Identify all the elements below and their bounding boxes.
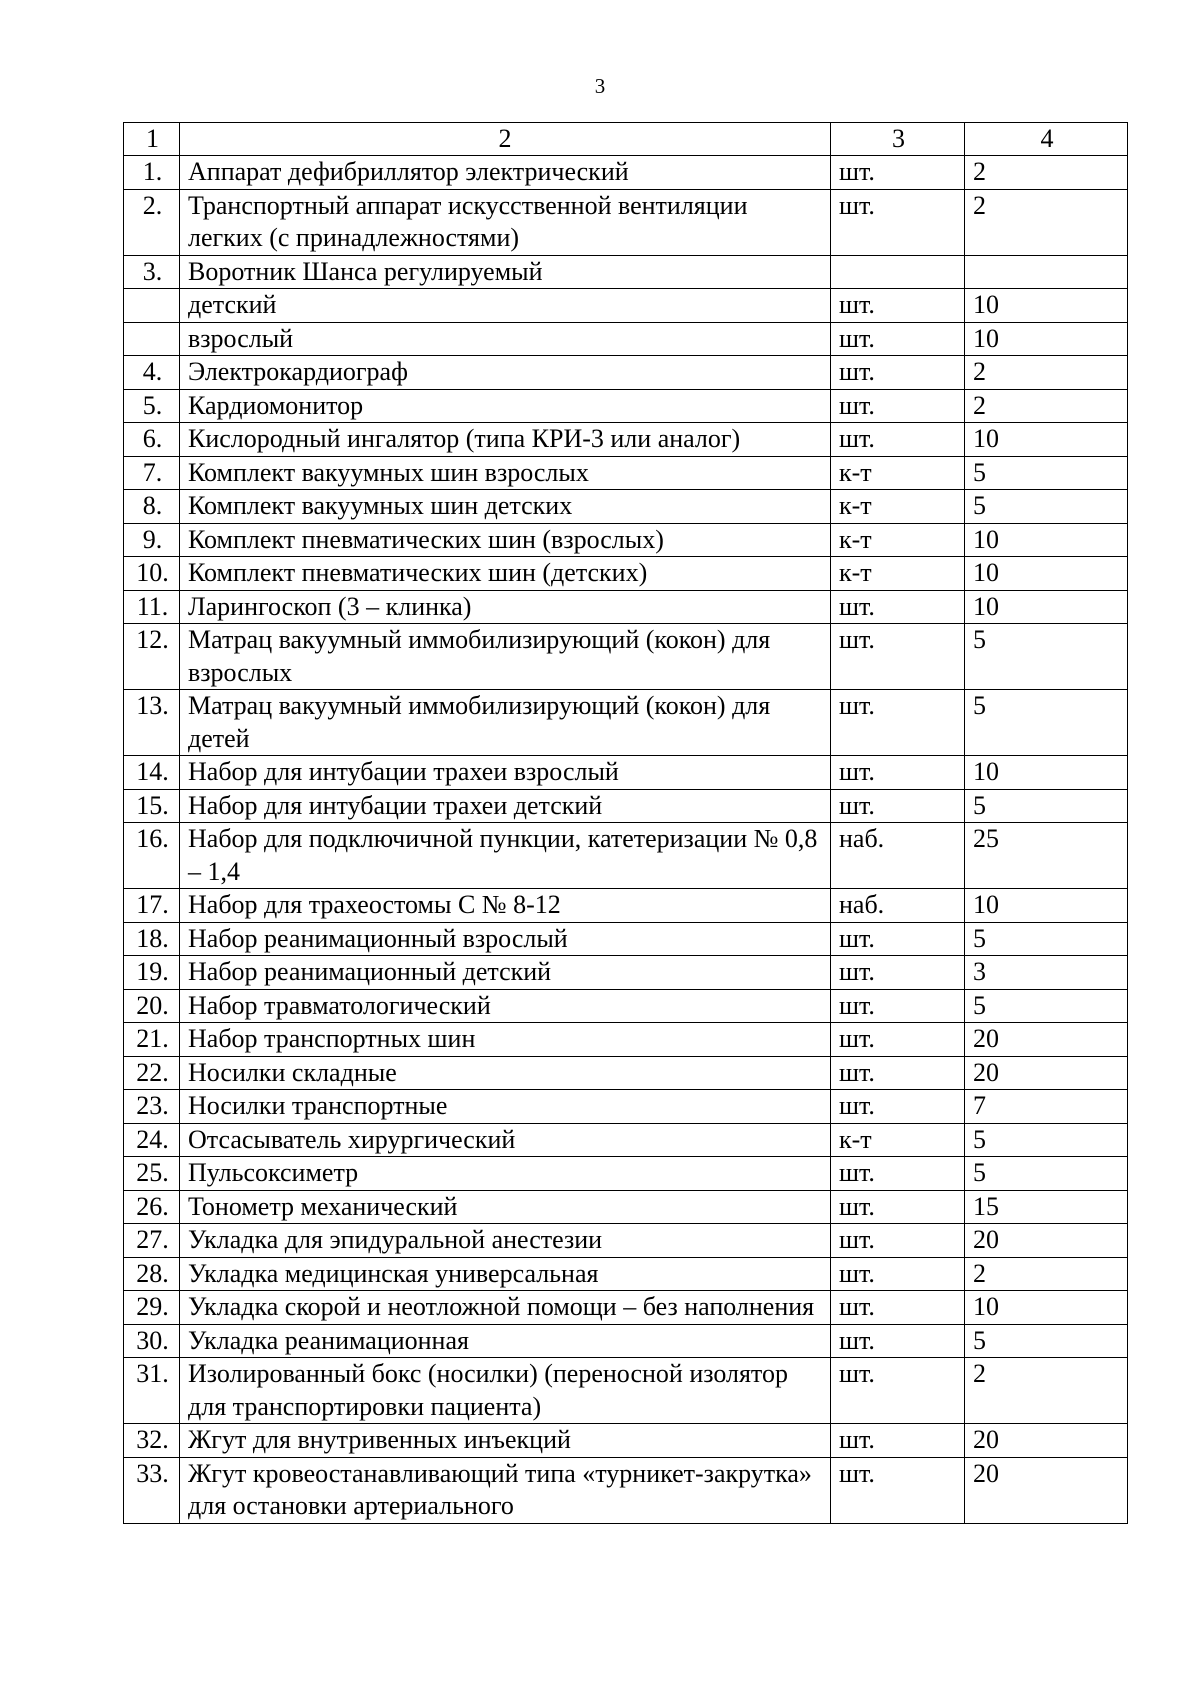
- row-quantity: 10: [965, 590, 1128, 624]
- row-number: 20.: [124, 989, 180, 1023]
- row-quantity: 5: [965, 1157, 1128, 1191]
- row-unit: шт.: [831, 322, 965, 356]
- table-row: [124, 456, 1128, 490]
- row-unit: к-т: [831, 557, 965, 591]
- table-row: [124, 889, 1128, 923]
- row-number: 7.: [124, 456, 180, 490]
- row-number: 19.: [124, 956, 180, 990]
- table-row: [124, 1324, 1128, 1358]
- row-quantity: 5: [965, 922, 1128, 956]
- row-quantity: 5: [965, 456, 1128, 490]
- row-quantity: 10: [965, 557, 1128, 591]
- row-number: 13.: [124, 690, 180, 756]
- table-row: [124, 289, 1128, 323]
- row-number: 26.: [124, 1190, 180, 1224]
- row-number: [124, 322, 180, 356]
- row-unit: шт.: [831, 590, 965, 624]
- header-col-3: 3: [831, 123, 965, 156]
- table-row: [124, 590, 1128, 624]
- row-item-name: Отсасыватель хирургический: [180, 1123, 831, 1157]
- row-number: 2.: [124, 189, 180, 255]
- row-number: 31.: [124, 1358, 180, 1424]
- row-quantity: 10: [965, 1291, 1128, 1325]
- row-quantity: 2: [965, 156, 1128, 190]
- table-row: [124, 756, 1128, 790]
- row-unit: шт.: [831, 624, 965, 690]
- row-item-name: Набор травматологический: [180, 989, 831, 1023]
- row-unit: шт.: [831, 389, 965, 423]
- table-row: [124, 989, 1128, 1023]
- row-quantity: 2: [965, 389, 1128, 423]
- row-quantity: 10: [965, 523, 1128, 557]
- row-unit: наб.: [831, 889, 965, 923]
- row-unit: шт.: [831, 1056, 965, 1090]
- table-row: [124, 1190, 1128, 1224]
- row-quantity: 2: [965, 189, 1128, 255]
- row-quantity: 10: [965, 289, 1128, 323]
- row-number: 17.: [124, 889, 180, 923]
- row-unit: шт.: [831, 1224, 965, 1258]
- row-item-name: Носилки транспортные: [180, 1090, 831, 1124]
- row-quantity: 5: [965, 690, 1128, 756]
- row-item-name: Электрокардиограф: [180, 356, 831, 390]
- table-row: [124, 322, 1128, 356]
- table-row: [124, 1157, 1128, 1191]
- row-unit: шт.: [831, 289, 965, 323]
- row-quantity: [965, 255, 1128, 289]
- row-item-name: Носилки складные: [180, 1056, 831, 1090]
- equipment-table: [123, 122, 1128, 1524]
- row-number: 33.: [124, 1457, 180, 1523]
- row-number: 15.: [124, 789, 180, 823]
- row-quantity: 10: [965, 423, 1128, 457]
- row-quantity: 20: [965, 1023, 1128, 1057]
- row-unit: [831, 255, 965, 289]
- row-quantity: 10: [965, 889, 1128, 923]
- row-item-name: Изолированный бокс (носилки) (переносной изолятор для транспортировки пациента): [180, 1358, 831, 1424]
- row-quantity: 2: [965, 1358, 1128, 1424]
- row-item-name: Укладка скорой и неотложной помощи – без наполнения: [180, 1291, 831, 1325]
- row-item-name: Жгут кровеостанавливающий типа «турникет-закрутка» для остановки артериального: [180, 1457, 831, 1523]
- table-row: [124, 823, 1128, 889]
- row-quantity: 5: [965, 624, 1128, 690]
- table-row: [124, 356, 1128, 390]
- row-number: 24.: [124, 1123, 180, 1157]
- row-unit: шт.: [831, 989, 965, 1023]
- row-unit: шт.: [831, 956, 965, 990]
- row-number: 6.: [124, 423, 180, 457]
- row-number: 21.: [124, 1023, 180, 1057]
- table-row: [124, 1291, 1128, 1325]
- row-number: 27.: [124, 1224, 180, 1258]
- row-item-name: Укладка реанимационная: [180, 1324, 831, 1358]
- row-unit: шт.: [831, 1358, 965, 1424]
- row-quantity: 3: [965, 956, 1128, 990]
- table-row: [124, 690, 1128, 756]
- row-number: 5.: [124, 389, 180, 423]
- row-number: 1.: [124, 156, 180, 190]
- row-item-name: Набор транспортных шин: [180, 1023, 831, 1057]
- row-number: 28.: [124, 1257, 180, 1291]
- table-row: [124, 156, 1128, 190]
- row-unit: шт.: [831, 922, 965, 956]
- row-item-name: Транспортный аппарат искусственной вентиляции легких (с принадлежностями): [180, 189, 831, 255]
- row-quantity: 15: [965, 1190, 1128, 1224]
- row-item-name: Набор для трахеостомы С № 8-12: [180, 889, 831, 923]
- row-number: 14.: [124, 756, 180, 790]
- row-quantity: 20: [965, 1424, 1128, 1458]
- row-quantity: 5: [965, 1123, 1128, 1157]
- table-header-row: [124, 123, 1128, 156]
- row-quantity: 5: [965, 490, 1128, 524]
- table-row: [124, 1424, 1128, 1458]
- table-row: [124, 490, 1128, 524]
- row-quantity: 5: [965, 789, 1128, 823]
- row-unit: шт.: [831, 789, 965, 823]
- row-item-name: Набор реанимационный взрослый: [180, 922, 831, 956]
- row-item-name: Жгут для внутривенных инъекций: [180, 1424, 831, 1458]
- row-item-name: Укладка медицинская универсальная: [180, 1257, 831, 1291]
- row-number: 9.: [124, 523, 180, 557]
- row-unit: наб.: [831, 823, 965, 889]
- row-unit: шт.: [831, 1424, 965, 1458]
- row-item-name: Кислородный ингалятор (типа КРИ-3 или аналог): [180, 423, 831, 457]
- row-item-name: детский: [180, 289, 831, 323]
- page-number: 3: [594, 74, 606, 98]
- row-unit: шт.: [831, 1257, 965, 1291]
- row-number: 29.: [124, 1291, 180, 1325]
- row-unit: шт.: [831, 1324, 965, 1358]
- row-unit: к-т: [831, 523, 965, 557]
- row-quantity: 7: [965, 1090, 1128, 1124]
- row-item-name: Комплект пневматических шин (детских): [180, 557, 831, 591]
- row-item-name: Воротник Шанса регулируемый: [180, 255, 831, 289]
- row-unit: к-т: [831, 456, 965, 490]
- row-item-name: Набор для подключичной пункции, катетеризации № 0,8 – 1,4: [180, 823, 831, 889]
- table-row: [124, 1090, 1128, 1124]
- row-item-name: Ларингоскоп (3 – клинка): [180, 590, 831, 624]
- row-unit: шт.: [831, 1457, 965, 1523]
- row-quantity: 20: [965, 1457, 1128, 1523]
- table-row: [124, 189, 1128, 255]
- row-unit: шт.: [831, 1291, 965, 1325]
- row-quantity: 25: [965, 823, 1128, 889]
- row-number: 32.: [124, 1424, 180, 1458]
- row-unit: шт.: [831, 1157, 965, 1191]
- row-number: 11.: [124, 590, 180, 624]
- header-col-2: 2: [180, 123, 831, 156]
- row-item-name: Укладка для эпидуральной анестезии: [180, 1224, 831, 1258]
- row-item-name: Комплект пневматических шин (взрослых): [180, 523, 831, 557]
- row-unit: шт.: [831, 423, 965, 457]
- row-item-name: Набор для интубации трахеи взрослый: [180, 756, 831, 790]
- table-row: [124, 789, 1128, 823]
- row-quantity: 5: [965, 989, 1128, 1023]
- table-row: [124, 389, 1128, 423]
- table-row: [124, 1457, 1128, 1523]
- row-quantity: 2: [965, 1257, 1128, 1291]
- row-item-name: Набор реанимационный детский: [180, 956, 831, 990]
- table-row: [124, 1123, 1128, 1157]
- row-number: 23.: [124, 1090, 180, 1124]
- row-item-name: Тонометр механический: [180, 1190, 831, 1224]
- header-col-1: 1: [124, 123, 180, 156]
- row-number: 16.: [124, 823, 180, 889]
- table-row: [124, 624, 1128, 690]
- row-unit: к-т: [831, 1123, 965, 1157]
- row-item-name: Матрац вакуумный иммобилизирующий (кокон) для детей: [180, 690, 831, 756]
- row-number: 10.: [124, 557, 180, 591]
- row-item-name: Комплект вакуумных шин взрослых: [180, 456, 831, 490]
- header-col-4: 4: [965, 123, 1128, 156]
- row-unit: шт.: [831, 356, 965, 390]
- row-quantity: 20: [965, 1056, 1128, 1090]
- row-item-name: Комплект вакуумных шин детских: [180, 490, 831, 524]
- table-row: [124, 956, 1128, 990]
- row-number: 8.: [124, 490, 180, 524]
- table-row: [124, 523, 1128, 557]
- row-unit: шт.: [831, 1190, 965, 1224]
- row-item-name: Аппарат дефибриллятор электрический: [180, 156, 831, 190]
- row-number: 25.: [124, 1157, 180, 1191]
- row-unit: шт.: [831, 1023, 965, 1057]
- row-number: 22.: [124, 1056, 180, 1090]
- row-quantity: 5: [965, 1324, 1128, 1358]
- table-row: [124, 1358, 1128, 1424]
- row-item-name: Пульсоксиметр: [180, 1157, 831, 1191]
- row-quantity: 20: [965, 1224, 1128, 1258]
- table-row: [124, 255, 1128, 289]
- row-unit: шт.: [831, 189, 965, 255]
- row-unit: шт.: [831, 1090, 965, 1124]
- row-item-name: Кардиомонитор: [180, 389, 831, 423]
- row-number: 30.: [124, 1324, 180, 1358]
- row-unit: шт.: [831, 156, 965, 190]
- row-number: [124, 289, 180, 323]
- row-item-name: Набор для интубации трахеи детский: [180, 789, 831, 823]
- row-quantity: 10: [965, 322, 1128, 356]
- row-number: 18.: [124, 922, 180, 956]
- row-number: 12.: [124, 624, 180, 690]
- row-quantity: 10: [965, 756, 1128, 790]
- row-number: 4.: [124, 356, 180, 390]
- table-row: [124, 423, 1128, 457]
- row-number: 3.: [124, 255, 180, 289]
- table-row: [124, 557, 1128, 591]
- row-quantity: 2: [965, 356, 1128, 390]
- row-item-name: взрослый: [180, 322, 831, 356]
- row-unit: к-т: [831, 490, 965, 524]
- row-unit: шт.: [831, 756, 965, 790]
- row-item-name: Матрац вакуумный иммобилизирующий (кокон) для взрослых: [180, 624, 831, 690]
- table-row: [124, 1056, 1128, 1090]
- table-row: [124, 1023, 1128, 1057]
- table-row: [124, 1257, 1128, 1291]
- row-unit: шт.: [831, 690, 965, 756]
- table-row: [124, 922, 1128, 956]
- table-row: [124, 1224, 1128, 1258]
